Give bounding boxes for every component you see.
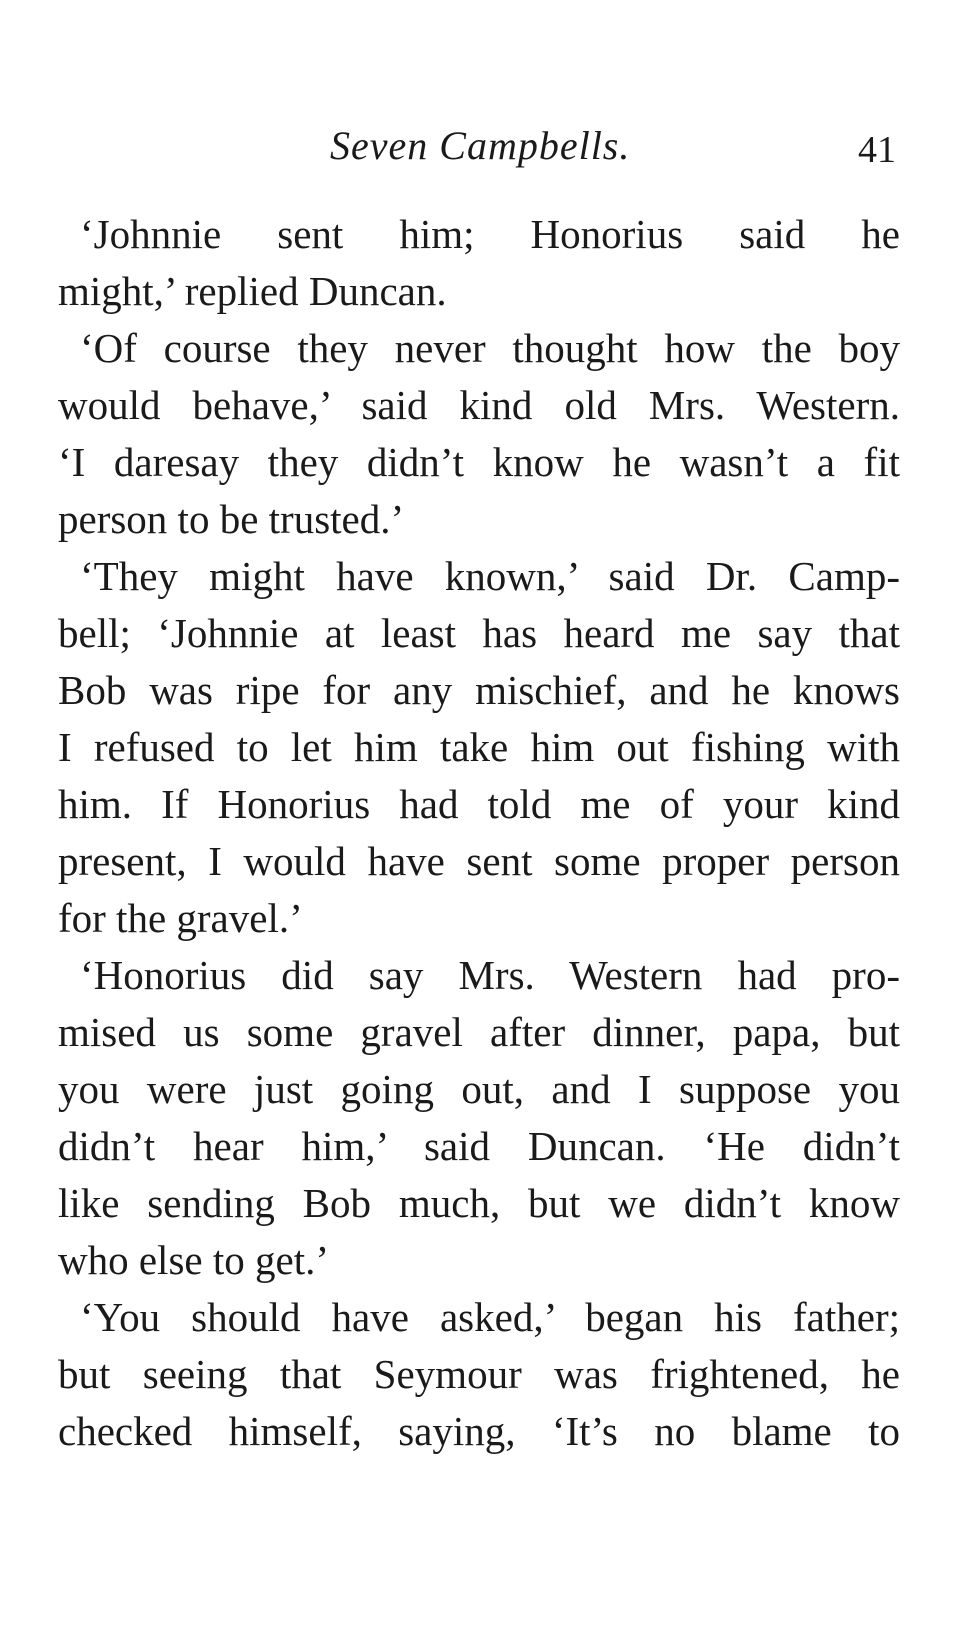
page-header bbox=[0, 122, 965, 172]
text-line: Bob was ripe for any mischief, and he knows bbox=[58, 667, 900, 713]
text-line: present, I would have sent some proper person bbox=[58, 838, 900, 884]
text-line: checked himself, saying, ‘It’s no blame to bbox=[58, 1408, 900, 1454]
text-line: like sending Bob much, but we didn’t know bbox=[58, 1180, 900, 1226]
text-line: didn’t hear him,’ said Duncan. ‘He didn’t bbox=[58, 1123, 900, 1169]
text-line: ‘Johnnie sent him; Honorius said he bbox=[80, 211, 900, 257]
text-line: might,’ replied Duncan. bbox=[58, 268, 447, 314]
text-line: ‘They might have known,’ said Dr. Camp- bbox=[80, 553, 900, 599]
page-number: 41 bbox=[858, 129, 896, 171]
text-line: ‘Honorius did say Mrs. Western had pro- bbox=[80, 952, 900, 998]
text-line: ‘I daresay they didn’t know he wasn’t a fit bbox=[58, 439, 900, 485]
running-title: Seven Campbells. bbox=[330, 123, 631, 168]
text-line: mised us some gravel after dinner, papa, but bbox=[58, 1009, 900, 1055]
text-line: ‘Of course they never thought how the boy bbox=[80, 325, 900, 371]
text-line: would behave,’ said kind old Mrs. Western. bbox=[58, 382, 900, 428]
text-line: him. If Honorius had told me of your kind bbox=[58, 781, 900, 827]
body-text bbox=[58, 206, 900, 1460]
text-line: I refused to let him take him out fishing with bbox=[58, 724, 900, 770]
text-line: you were just going out, and I suppose you bbox=[58, 1066, 900, 1112]
text-line: person to be trusted.’ bbox=[58, 496, 405, 542]
text-line: but seeing that Seymour was frightened, he bbox=[58, 1351, 900, 1397]
text-line: bell; ‘Johnnie at least has heard me say that bbox=[58, 610, 900, 656]
text-line: ‘You should have asked,’ began his father; bbox=[80, 1294, 900, 1340]
text-line: for the gravel.’ bbox=[58, 895, 303, 941]
text-line: who else to get.’ bbox=[58, 1237, 329, 1283]
